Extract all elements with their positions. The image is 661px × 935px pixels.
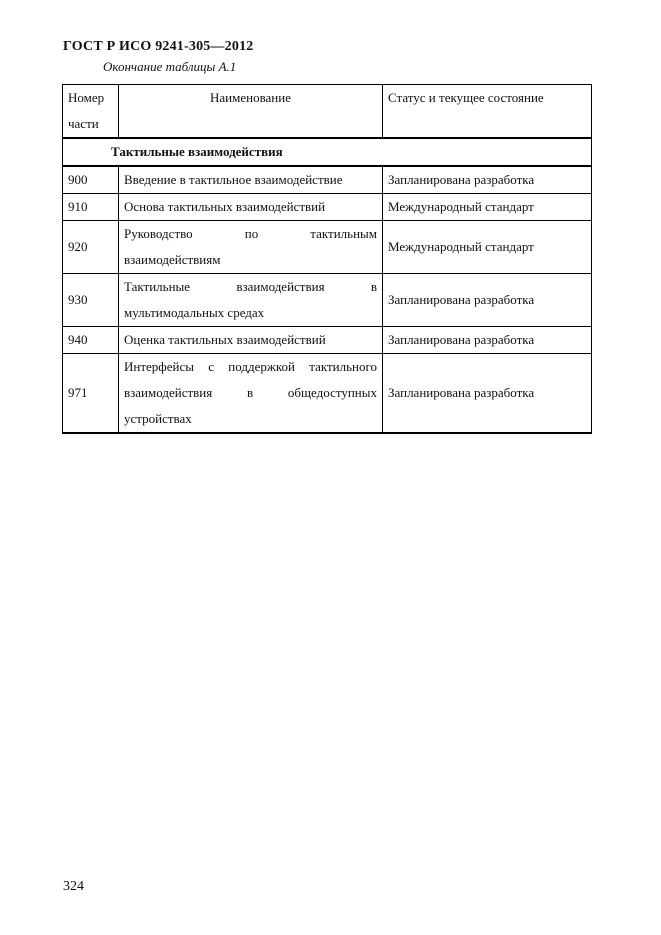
part-number: 971 — [63, 354, 119, 434]
table-row — [63, 327, 592, 354]
part-name: Оценка тактильных взаимодействий — [119, 327, 383, 354]
part-name: Основа тактильных взаимодействий — [119, 194, 383, 221]
part-status: Международный стандарт — [383, 221, 592, 274]
part-status: Запланирована разработка — [383, 274, 592, 327]
part-number: 940 — [63, 327, 119, 354]
table-row — [63, 354, 592, 434]
document-header: ГОСТ Р ИСО 9241-305—2012 — [63, 39, 254, 54]
table-row — [63, 194, 592, 221]
part-name: Тактильные взаимодействия в мультимодальных средах — [119, 274, 383, 327]
part-name: Руководство по тактильным взаимодействиям — [119, 221, 383, 274]
table-row — [63, 274, 592, 327]
part-number: 920 — [63, 221, 119, 274]
part-name: Интерфейсы с поддержкой тактильного взаимодействия в общедоступных устройствах — [119, 354, 383, 434]
part-number: 930 — [63, 274, 119, 327]
part-status: Запланирована разработка — [383, 354, 592, 434]
table-caption: Окончание таблицы А.1 — [103, 59, 237, 74]
column-header-part: Номер части — [63, 85, 119, 139]
part-status: Международный стандарт — [383, 194, 592, 221]
standards-table — [62, 84, 592, 434]
part-status: Запланирована разработка — [383, 166, 592, 194]
column-header-status: Статус и текущее состояние — [383, 85, 592, 139]
section-title: Тактильные взаимодействия — [63, 138, 592, 166]
table-header-row — [63, 85, 592, 139]
table-row — [63, 166, 592, 194]
part-status: Запланирована разработка — [383, 327, 592, 354]
table-row — [63, 221, 592, 274]
part-number: 910 — [63, 194, 119, 221]
part-number: 900 — [63, 166, 119, 194]
page-number: 324 — [63, 879, 84, 894]
column-header-name: Наименование — [119, 85, 383, 139]
part-name: Введение в тактильное взаимодействие — [119, 166, 383, 194]
section-row — [63, 138, 592, 166]
